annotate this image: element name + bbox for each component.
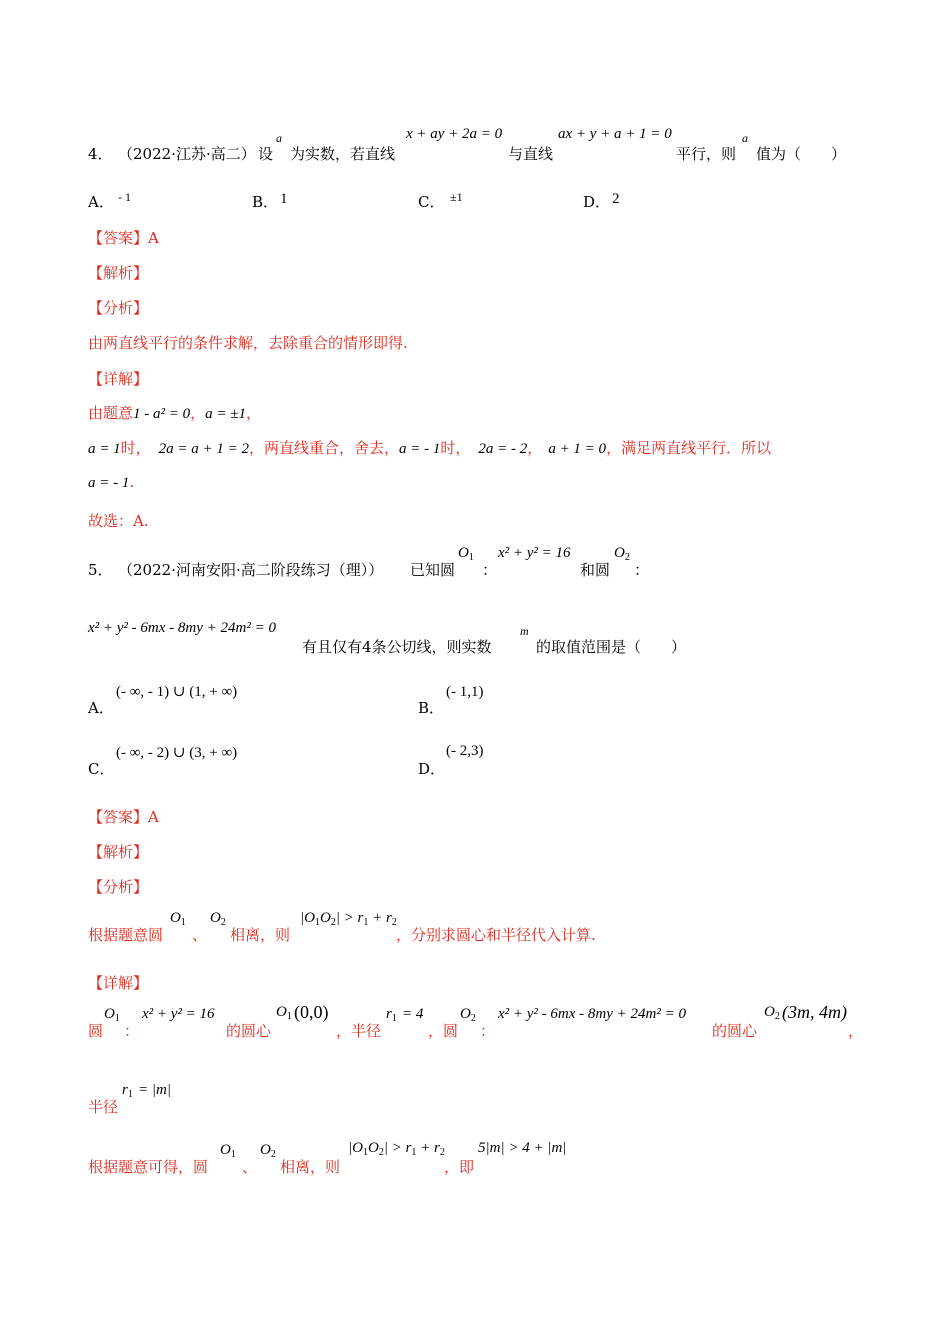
- q5-fenxi-o2: $O_2$: [210, 910, 226, 928]
- q4-line1-equation: x + ay + 2a = 0: [406, 126, 503, 142]
- q4-text-4: 平行，则: [676, 145, 737, 163]
- q5-answer: 【答案】A: [88, 808, 159, 826]
- q4-option-d-value: 2: [612, 191, 620, 207]
- q5-detail-o1: $O_1$: [104, 1006, 120, 1024]
- q4-number: 4．: [88, 145, 113, 163]
- q5-detail3-o2: $O_2$: [260, 1142, 276, 1160]
- q5-number: 5．: [88, 561, 113, 579]
- q4-detail-line-1: 由题意1 - a² = 0，a = ±1，: [88, 404, 262, 422]
- q4-detail-heading: 【详解】: [88, 370, 149, 388]
- q4-source: （2022·江苏·高二）: [118, 145, 256, 163]
- q4-option-c-value: ±1: [450, 190, 463, 204]
- q5-detail-center-2: (3m, 4m): [782, 1002, 847, 1022]
- q5-text-2: ：: [482, 561, 498, 579]
- q5-option-b-key: B．: [418, 699, 445, 717]
- q5-option-b-value: (- 1,1): [446, 684, 484, 700]
- q4-fenxi-text: 由两直线平行的条件求解，去除重合的情形即得.: [88, 334, 408, 352]
- q5-circle-o2-equation: x² + y² - 6mx - 8my + 24m² = 0: [88, 620, 276, 636]
- q5-option-a-value: (- ∞, - 1) ∪ (1, + ∞): [116, 684, 238, 700]
- q5-circle-o1: $O_1$: [458, 545, 474, 563]
- q5-analysis-heading: 【解析】: [88, 843, 149, 861]
- q5-detail3-o1: $O_1$: [220, 1142, 236, 1160]
- q5-detail-heading: 【详解】: [88, 974, 149, 992]
- q4-fenxi-heading: 【分析】: [88, 299, 149, 317]
- q5-fenxi-inequality: $|O_1O_2| > r_1 + r_2$: [300, 910, 397, 928]
- q5-circle-o2: $O_2$: [614, 545, 630, 563]
- q5-detail-r1-line2: $r_1$: [122, 1082, 133, 1100]
- q4-text-1: 设: [258, 145, 274, 163]
- q4-detail-line-2: a = 1时， 2a = a + 1 = 2，两直线重合，舍去，a = - 1时， 2a = - 2， a + 1 = 0，满足两直线平行．所以: [88, 439, 772, 457]
- q4-var-a: a: [276, 131, 282, 145]
- q4-option-c-key: C．: [418, 193, 445, 211]
- q5-detail-r1: $r_1$: [386, 1006, 397, 1024]
- q4-line2-equation: ax + y + a + 1 = 0: [558, 126, 672, 142]
- q5-circle-o1-equation: x² + y² = 16: [498, 545, 571, 561]
- q4-option-d-key: D．: [583, 193, 611, 211]
- q5-text-5: 有且仅有4条公切线，则实数: [302, 638, 492, 656]
- q5-detail-o1-equation: x² + y² = 16: [142, 1006, 215, 1022]
- q4-analysis-heading: 【解析】: [88, 264, 149, 282]
- q5-text-1: 已知圆: [410, 561, 456, 579]
- q5-text-4: ：: [634, 561, 650, 579]
- q4-answer: 【答案】A: [88, 229, 159, 247]
- q4-var-a-2: a: [742, 131, 748, 145]
- q5-detail-center-1: (0,0): [294, 1002, 329, 1022]
- q4-option-a-value: - 1: [118, 190, 131, 204]
- q5-detail-radius-value: = |m|: [138, 1082, 171, 1098]
- q5-detail3-inequality: $|O_1O_2| > r_1 + r_2$: [348, 1140, 445, 1158]
- q5-detail-o2-label: $O_2$: [764, 1004, 780, 1022]
- q5-option-a-key: A．: [88, 699, 114, 717]
- q5-text-6: 的取值范围是（ ）: [536, 638, 687, 656]
- q5-detail-o2: $O_2$: [460, 1006, 476, 1024]
- q5-option-c-value: (- ∞, - 2) ∪ (3, + ∞): [116, 745, 238, 761]
- q5-option-d-value: (- 2,3): [446, 743, 484, 759]
- q4-option-b-value: 1: [280, 191, 288, 207]
- q4-text-3: 与直线: [508, 145, 554, 163]
- q4-detail-line-3: a = - 1.: [88, 473, 135, 491]
- q4-text-5: 值为（ ）: [756, 145, 847, 163]
- q5-var-m: m: [520, 624, 529, 638]
- q5-option-c-key: C．: [88, 760, 115, 778]
- q4-conclusion: 故选：A.: [88, 512, 149, 530]
- q5-text-3: 和圆: [580, 561, 611, 579]
- q5-detail3-final-inequality: 5|m| > 4 + |m|: [478, 1140, 567, 1156]
- q5-source: （2022·河南安阳·高二阶段练习（理））: [118, 561, 384, 579]
- q5-fenxi-o1: $O_1$: [170, 910, 186, 928]
- q4-text-2: 为实数，若直线: [290, 145, 396, 163]
- q4-option-a-key: A．: [88, 193, 114, 211]
- q5-detail-o2-equation: x² + y² - 6mx - 8my + 24m² = 0: [498, 1006, 686, 1022]
- q4-option-b-key: B．: [252, 193, 279, 211]
- q5-detail-o1-label: $O_1$: [276, 1004, 292, 1022]
- q5-detail-r1-value: = 4: [402, 1006, 424, 1022]
- q5-fenxi-heading: 【分析】: [88, 878, 149, 896]
- q5-option-d-key: D．: [418, 760, 446, 778]
